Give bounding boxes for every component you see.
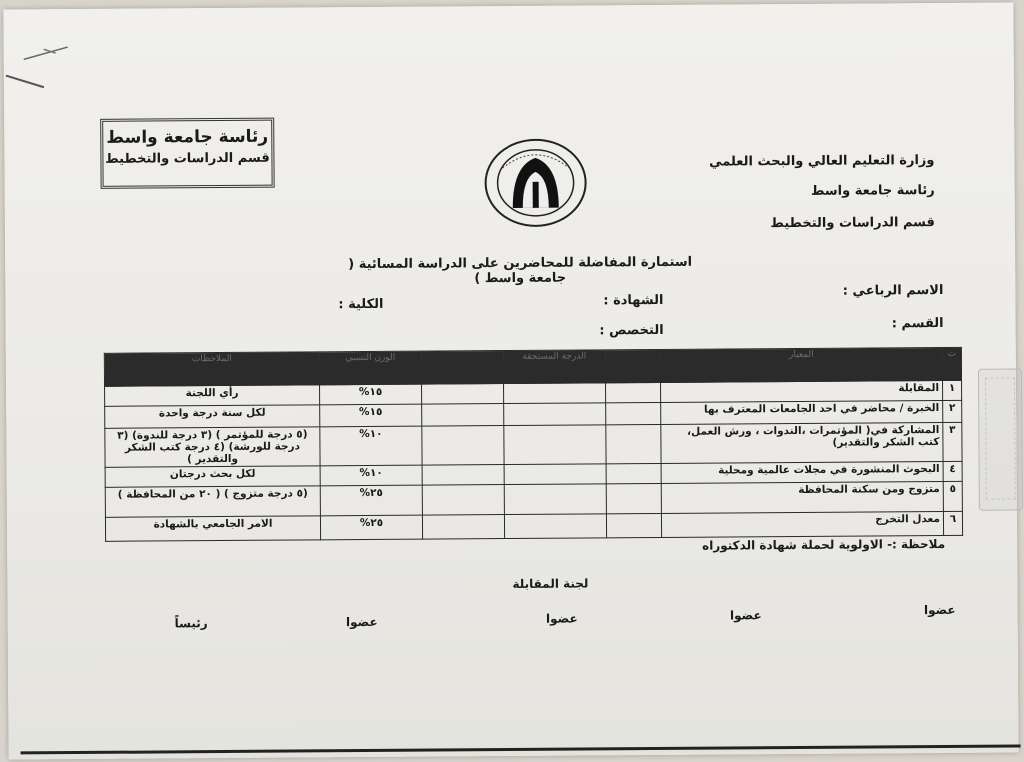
row-number: ٢ (943, 400, 962, 422)
score-cell (504, 425, 606, 465)
blank-cell (606, 424, 661, 463)
stamp-line-2: قسم الدراسات والتخطيط (105, 150, 270, 167)
chair-signature: رئيساً (174, 616, 208, 631)
priority-note: ملاحظة :- الاولوية لحملة شهادة الدكتوراه (702, 536, 946, 553)
pen-mark (4, 39, 84, 90)
specialization-label: التخصص : (599, 322, 664, 339)
note-cell: لكل بحث درجتان (105, 466, 320, 488)
criteria-table (104, 347, 963, 542)
score-cell (504, 484, 606, 515)
note-cell: الامر الجامعي بالشهادة (105, 516, 320, 542)
blank-cell (422, 465, 504, 486)
score-cell (504, 514, 606, 539)
weight-cell: ١٠% (320, 426, 422, 466)
weight-cell: ١٠% (320, 465, 422, 486)
blank-cell (606, 402, 661, 424)
blank-cell (606, 513, 661, 537)
criterion-cell: المشاركة في( المؤتمرات ،الندوات ، ورش العمل، كتب الشكر والتقدير) (661, 422, 943, 463)
full-name-label: الاسم الرباعي : (842, 282, 944, 299)
note-cell: لكل سنة درجة واحدة (105, 405, 320, 429)
blank-cell (422, 426, 504, 466)
note-cell: رأي اللجنة (105, 385, 320, 407)
blank-cell (606, 483, 661, 513)
member-signature-3: عضوا (545, 611, 578, 626)
department-label: القسم : (891, 315, 944, 332)
criterion-cell: متزوج ومن سكنة المحافظة (661, 481, 943, 513)
criterion-cell: معدل التخرج (661, 511, 943, 537)
note-cell: (٥ درجة للمؤتمر ) (٣ درجة للندوة) (٣ درجة للورشة) (٤ درجة كتب الشكر والتقدير ) (105, 427, 320, 468)
row-number: ٥ (943, 481, 962, 511)
ministry-header: وزارة التعليم العالي والبحث العلمي (709, 153, 935, 170)
criterion-cell: البحوث المنشورة في مجلات عالمية ومحلية (661, 461, 943, 483)
blank-cell (606, 463, 661, 483)
blank-cell (422, 404, 504, 427)
blank-cell (422, 515, 504, 540)
score-cell (504, 383, 606, 404)
member-signature-4: عضوا (345, 614, 378, 630)
degree-label: الشهادة : (603, 292, 664, 309)
score-cell (504, 403, 606, 426)
weight-cell: ١٥% (320, 384, 422, 405)
criterion-cell: الخبرة / محاضر في احد الجامعات المعترف بها (661, 400, 943, 424)
header-weight: الوزن النسبي (319, 351, 421, 385)
header-blank-2 (421, 351, 503, 385)
header-score: الدرجة المستحقة (503, 350, 605, 384)
row-number: ١ (943, 380, 962, 400)
score-cell (504, 464, 606, 485)
header-no: ت (942, 347, 961, 380)
faded-stamp (978, 368, 1023, 510)
weight-cell: ٢٥% (320, 485, 422, 516)
row-number: ٤ (943, 461, 962, 481)
faded-stamp-inner (985, 377, 1016, 499)
department-header: قسم الدراسات والتخطيط (770, 215, 935, 232)
stamp-line-1: رئاسة جامعة واسط (106, 126, 269, 148)
member-signature-1: عضوا (923, 602, 956, 618)
presidency-header: رئاسة جامعة واسط (810, 183, 935, 199)
member-signature-2: عضوا (729, 608, 762, 623)
blank-cell (422, 384, 504, 405)
blank-cell (422, 485, 504, 516)
header-criterion: المعيار (660, 347, 942, 382)
document-page (3, 2, 1018, 759)
table-row (105, 422, 962, 467)
college-label: الكلية : (338, 296, 384, 313)
header-notes: الملاحظات (104, 352, 319, 387)
row-number: ٣ (943, 422, 962, 461)
header-blank-1 (605, 349, 660, 382)
weight-cell: ١٥% (320, 404, 422, 427)
department-stamp (100, 118, 274, 189)
criterion-cell: المقابلة (661, 380, 943, 402)
weight-cell: ٢٥% (320, 515, 422, 540)
form-title: استمارة المفاضلة للمحاضرين على الدراسة المسائية ( جامعة واسط ) (348, 254, 693, 287)
page-edge-line (21, 744, 1021, 754)
university-seal-logo (482, 137, 589, 228)
row-number: ٦ (943, 511, 962, 535)
committee-title: لجنة المقابلة (512, 576, 589, 591)
note-cell: (٥ درجة متزوج ) ( ٢٠ من المحافظة ) (105, 486, 320, 518)
blank-cell (606, 382, 661, 402)
